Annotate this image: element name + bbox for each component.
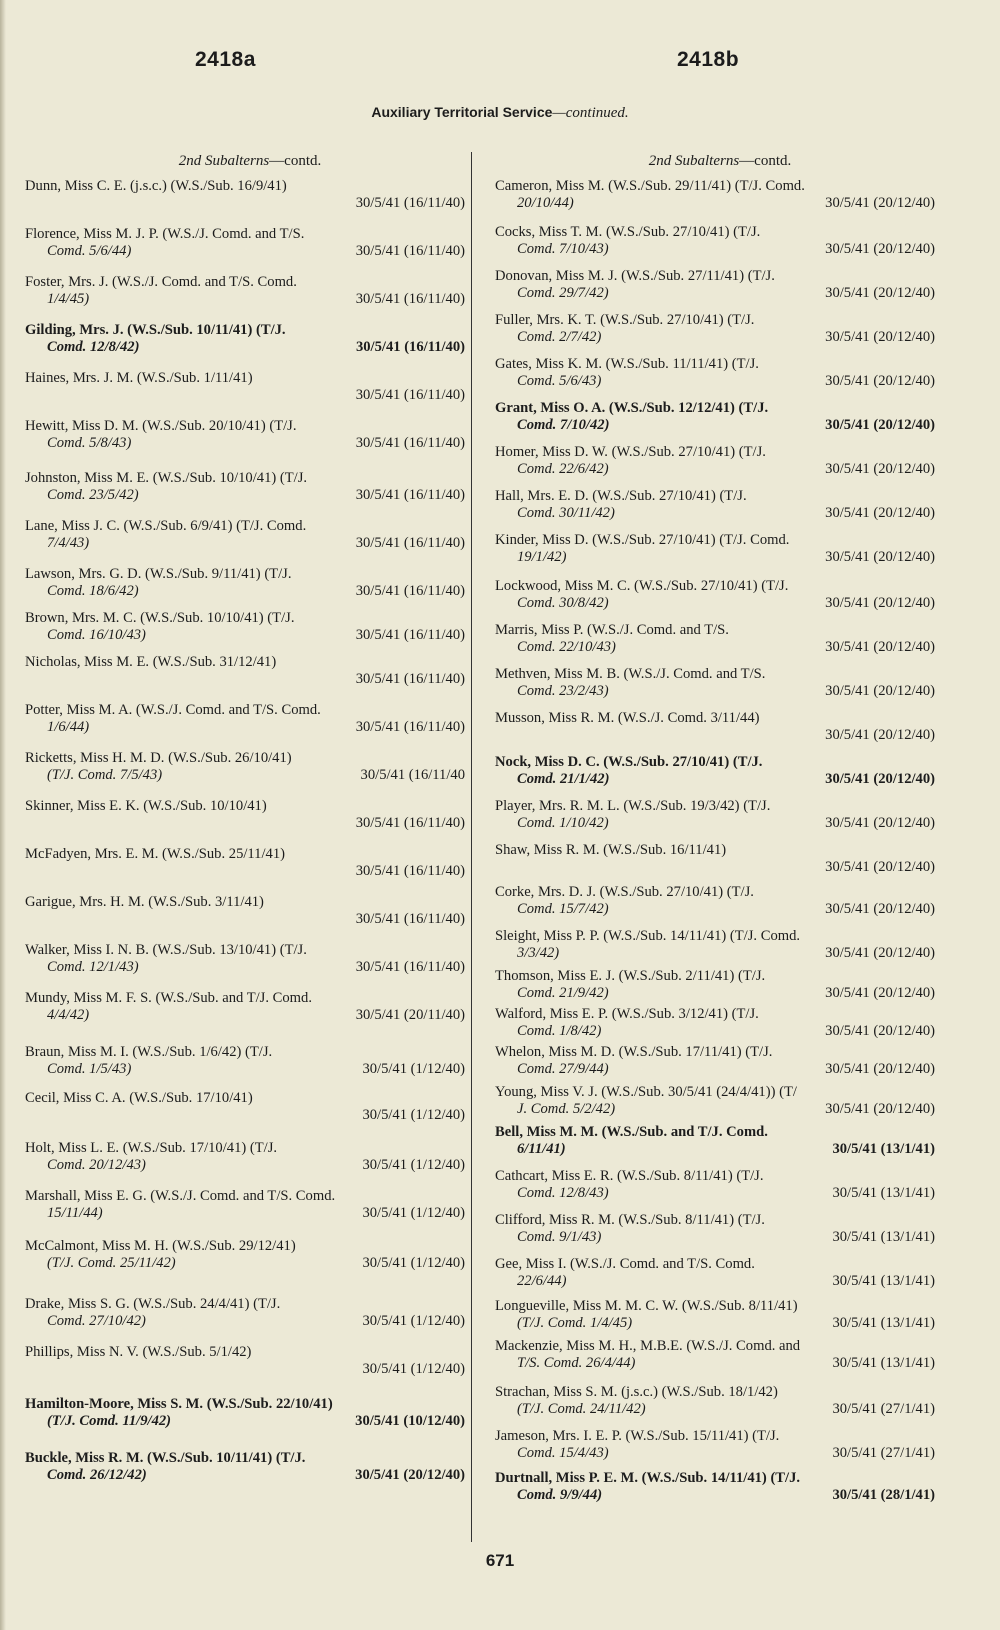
right-entry bbox=[495, 1384, 935, 1417]
entry-name-line: Donovan, Miss M. J. (W.S./Sub. 27/11/41) (T/J. bbox=[495, 268, 775, 284]
entry-date-line bbox=[495, 195, 935, 212]
right-entry bbox=[495, 1124, 935, 1157]
entry-appointment-dates: (T/J. Comd. 25/11/42) bbox=[47, 1254, 176, 1271]
entry-name-line: Marris, Miss P. (W.S./J. Comd. and T/S. bbox=[495, 622, 729, 638]
right-entry bbox=[495, 178, 935, 211]
entry-appointment-dates: Comd. 5/8/43) bbox=[47, 434, 132, 451]
entry-seniority-dates: 30/5/41 (20/12/40) bbox=[825, 460, 935, 477]
entry-date-line bbox=[495, 285, 935, 302]
entry-appointment-dates: Comd. 30/11/42) bbox=[517, 504, 615, 521]
entry-date-line bbox=[495, 985, 935, 1002]
right-entry bbox=[495, 622, 935, 655]
entry-seniority-dates: 30/5/41 (20/12/40) bbox=[825, 548, 935, 565]
left-entry bbox=[25, 1044, 465, 1077]
entry-name-line: Grant, Miss O. A. (W.S./Sub. 12/12/41) (T/J. bbox=[495, 400, 769, 416]
left-column-heading bbox=[25, 148, 475, 174]
entry-appointment-dates: T/S. Comd. 26/4/44) bbox=[517, 1354, 636, 1371]
entry-name-line: Potter, Miss M. A. (W.S./J. Comd. and T/S. Comd. bbox=[25, 702, 321, 718]
entry-name-line: Marshall, Miss E. G. (W.S./J. Comd. and T/S. Comd. bbox=[25, 1188, 336, 1204]
entry-appointment-dates: Comd. 23/2/43) bbox=[517, 682, 609, 699]
right-entry bbox=[495, 1256, 935, 1289]
left-entry bbox=[25, 274, 465, 307]
left-entry bbox=[25, 518, 465, 551]
right-entry bbox=[495, 1212, 935, 1245]
entry-seniority-dates: 30/5/41 (20/12/40) bbox=[825, 726, 935, 743]
entry-seniority-dates: 30/5/41 (20/12/40) bbox=[825, 858, 935, 875]
entry-appointment-dates: 1/4/45) bbox=[47, 290, 90, 307]
entry-name-line: Kinder, Miss D. (W.S./Sub. 27/10/41) (T/J. Comd. bbox=[495, 532, 790, 548]
entry-name-line: Sleight, Miss P. P. (W.S./Sub. 14/11/41) (T/J. Comd. bbox=[495, 928, 801, 944]
entry-seniority-dates: 30/5/41 (20/12/40) bbox=[825, 504, 935, 521]
entry-name-line: McFadyen, Mrs. E. M. (W.S./Sub. 25/11/41) bbox=[25, 846, 285, 862]
right-entry bbox=[495, 710, 935, 743]
left-entry bbox=[25, 1396, 465, 1429]
right-entry bbox=[495, 578, 935, 611]
left-entry bbox=[25, 370, 465, 403]
entry-seniority-dates: 30/5/41 (1/12/40) bbox=[362, 1156, 465, 1173]
entry-date-line bbox=[25, 535, 465, 552]
right-entry bbox=[495, 268, 935, 301]
page-binding-edge bbox=[0, 0, 6, 1630]
entry-appointment-dates: Comd. 5/6/43) bbox=[517, 372, 602, 389]
entry-date-line bbox=[25, 435, 465, 452]
entry-name-line: Shaw, Miss R. M. (W.S./Sub. 16/11/41) bbox=[495, 842, 727, 858]
entry-appointment-dates: 7/4/43) bbox=[47, 534, 90, 551]
entry-date-line bbox=[25, 959, 465, 976]
entry-date-line bbox=[495, 1355, 935, 1372]
left-entry bbox=[25, 470, 465, 503]
entry-seniority-dates: 30/5/41 (20/12/40) bbox=[825, 638, 935, 655]
entry-date-line bbox=[25, 1107, 465, 1124]
entry-seniority-dates: 30/5/41 (20/12/40) bbox=[825, 240, 935, 257]
page-number-left: 2418a bbox=[195, 48, 256, 71]
entry-name-line: Drake, Miss S. G. (W.S./Sub. 24/4/41) (T/J. bbox=[25, 1296, 281, 1312]
right-entry bbox=[495, 532, 935, 565]
right-entry bbox=[495, 400, 935, 433]
entry-name-line: Mackenzie, Miss M. H., M.B.E. (W.S./J. Comd. and bbox=[495, 1338, 801, 1354]
left-entry bbox=[25, 566, 465, 599]
entry-seniority-dates: 30/5/41 (1/12/40) bbox=[362, 1254, 465, 1271]
entry-date-line bbox=[495, 595, 935, 612]
entry-name-line: Skinner, Miss E. K. (W.S./Sub. 10/10/41) bbox=[25, 798, 267, 814]
entry-date-line bbox=[495, 683, 935, 700]
left-heading-rank: 2nd Subalterns bbox=[178, 153, 270, 169]
right-column bbox=[495, 148, 945, 1503]
folio-number: 671 bbox=[485, 1551, 515, 1570]
entry-date-line bbox=[495, 549, 935, 566]
right-entry bbox=[495, 224, 935, 257]
entry-seniority-dates: 30/5/41 (13/1/41) bbox=[832, 1314, 935, 1331]
entry-name-line: Longueville, Miss M. M. C. W. (W.S./Sub. 8/11/41) bbox=[495, 1298, 798, 1314]
entry-appointment-dates: Comd. 9/1/43) bbox=[517, 1228, 602, 1245]
entry-name-line: Cathcart, Miss E. R. (W.S./Sub. 8/11/41) (T/J. bbox=[495, 1168, 764, 1184]
entry-appointment-dates: Comd. 26/12/42) bbox=[47, 1466, 147, 1483]
entry-date-line bbox=[495, 1401, 935, 1418]
entry-seniority-dates: 30/5/41 (20/11/40) bbox=[355, 1006, 465, 1023]
entry-name-line: Hewitt, Miss D. M. (W.S./Sub. 20/10/41) (T/J. bbox=[25, 418, 297, 434]
entry-appointment-dates: (T/J. Comd. 24/11/42) bbox=[517, 1400, 646, 1417]
entry-name-line: Gee, Miss I. (W.S./J. Comd. and T/S. Comd. bbox=[495, 1256, 755, 1272]
entry-date-line bbox=[25, 627, 465, 644]
entry-seniority-dates: 30/5/41 (27/1/41) bbox=[832, 1400, 935, 1417]
left-entry bbox=[25, 418, 465, 451]
left-entry bbox=[25, 178, 465, 211]
entry-name-line: Methven, Miss M. B. (W.S./J. Comd. and T/S. bbox=[495, 666, 766, 682]
right-entry bbox=[495, 842, 935, 875]
left-entry bbox=[25, 1296, 465, 1329]
entry-date-line bbox=[25, 1007, 465, 1024]
entry-name-line: Ricketts, Miss H. M. D. (W.S./Sub. 26/10/41) bbox=[25, 750, 292, 766]
entry-appointment-dates: Comd. 30/8/42) bbox=[517, 594, 609, 611]
entry-date-line bbox=[495, 639, 935, 656]
entry-seniority-dates: 30/5/41 (13/1/41) bbox=[832, 1354, 935, 1371]
entry-appointment-dates: Comd. 1/10/42) bbox=[517, 814, 609, 831]
entry-name-line: Cameron, Miss M. (W.S./Sub. 29/11/41) (T/J. Comd. bbox=[495, 178, 805, 194]
left-entry bbox=[25, 1238, 465, 1271]
left-entry bbox=[25, 750, 465, 783]
entry-name-line: Walford, Miss E. P. (W.S./Sub. 3/12/41) (T/J. bbox=[495, 1006, 759, 1022]
entry-date-line bbox=[25, 339, 465, 356]
left-entry bbox=[25, 1090, 465, 1123]
entry-date-line bbox=[495, 1023, 935, 1040]
entry-seniority-dates: 30/5/41 (16/11/40) bbox=[355, 386, 465, 403]
entry-name-line: Strachan, Miss S. M. (j.s.c.) (W.S./Sub. 18/1/42) bbox=[495, 1384, 778, 1400]
left-entry bbox=[25, 322, 465, 355]
column-divider bbox=[471, 152, 472, 1542]
entry-seniority-dates: 30/5/41 (20/12/40) bbox=[825, 1100, 935, 1117]
entry-appointment-dates: Comd. 7/10/43) bbox=[517, 240, 609, 257]
entry-name-line: Dunn, Miss C. E. (j.s.c.) (W.S./Sub. 16/9/41) bbox=[25, 178, 287, 194]
left-entry bbox=[25, 894, 465, 927]
entry-appointment-dates: 22/6/44) bbox=[517, 1272, 567, 1289]
entry-appointment-dates: 4/4/42) bbox=[47, 1006, 90, 1023]
entry-seniority-dates: 30/5/41 (20/12/40) bbox=[825, 372, 935, 389]
entry-name-line: Braun, Miss M. I. (W.S./Sub. 1/6/42) (T/J. bbox=[25, 1044, 273, 1060]
section-title bbox=[0, 104, 1000, 122]
left-entry bbox=[25, 798, 465, 831]
left-entry bbox=[25, 702, 465, 735]
left-column bbox=[25, 148, 475, 1483]
entry-date-line bbox=[495, 859, 935, 876]
entry-date-line bbox=[495, 727, 935, 744]
entry-date-line bbox=[495, 505, 935, 522]
left-heading-contd: —contd. bbox=[269, 153, 322, 169]
entry-appointment-dates: Comd. 23/5/42) bbox=[47, 486, 139, 503]
entry-seniority-dates: 30/5/41 (20/12/40) bbox=[825, 814, 935, 831]
right-heading-contd: —contd. bbox=[739, 153, 792, 169]
right-entry bbox=[495, 488, 935, 521]
entry-date-line bbox=[495, 1229, 935, 1246]
left-entry bbox=[25, 1450, 465, 1483]
right-entry bbox=[495, 754, 935, 787]
entry-seniority-dates: 30/5/41 (13/1/41) bbox=[832, 1184, 935, 1201]
right-entry bbox=[495, 1428, 935, 1461]
entry-date-line bbox=[495, 329, 935, 346]
entry-seniority-dates: 30/5/41 (16/11/40) bbox=[355, 486, 465, 503]
entry-seniority-dates: 30/5/41 (16/11/40) bbox=[355, 582, 465, 599]
entry-appointment-dates: Comd. 22/6/42) bbox=[517, 460, 609, 477]
entry-date-line bbox=[495, 373, 935, 390]
entry-seniority-dates: 30/5/41 (10/12/40) bbox=[355, 1412, 465, 1429]
entry-appointment-dates: Comd. 27/9/44) bbox=[517, 1060, 609, 1077]
entry-appointment-dates: 1/6/44) bbox=[47, 718, 90, 735]
entry-date-line bbox=[25, 1157, 465, 1174]
entry-appointment-dates: (T/J. Comd. 7/5/43) bbox=[47, 766, 163, 783]
entry-appointment-dates: 6/11/41) bbox=[517, 1140, 566, 1157]
entry-seniority-dates: 30/5/41 (27/1/41) bbox=[832, 1444, 935, 1461]
entry-name-line: Lawson, Mrs. G. D. (W.S./Sub. 9/11/41) (T/J. bbox=[25, 566, 292, 582]
entry-date-line bbox=[25, 243, 465, 260]
entry-name-line: Durtnall, Miss P. E. M. (W.S./Sub. 14/11/41) (T/J. bbox=[495, 1470, 801, 1486]
entry-seniority-dates: 30/5/41 (20/12/40) bbox=[355, 1466, 465, 1483]
right-entry bbox=[495, 928, 935, 961]
entry-name-line: Nicholas, Miss M. E. (W.S./Sub. 31/12/41) bbox=[25, 654, 277, 670]
entry-seniority-dates: 30/5/41 (16/11/40) bbox=[355, 626, 465, 643]
left-entry bbox=[25, 990, 465, 1023]
right-column-heading bbox=[495, 148, 945, 174]
entry-date-line bbox=[495, 1185, 935, 1202]
entry-name-line: Nock, Miss D. C. (W.S./Sub. 27/10/41) (T/J. bbox=[495, 754, 763, 770]
right-entry bbox=[495, 444, 935, 477]
entry-name-line: Homer, Miss D. W. (W.S./Sub. 27/10/41) (T/J. bbox=[495, 444, 766, 460]
entry-seniority-dates: 30/5/41 (13/1/41) bbox=[832, 1272, 935, 1289]
entry-name-line: Florence, Miss M. J. P. (W.S./J. Comd. and T/S. bbox=[25, 226, 305, 242]
entry-appointment-dates: Comd. 12/8/42) bbox=[47, 338, 140, 355]
entry-name-line: Mundy, Miss M. F. S. (W.S./Sub. and T/J. Comd. bbox=[25, 990, 312, 1006]
entry-name-line: Hamilton-Moore, Miss S. M. (W.S./Sub. 22/10/41) bbox=[25, 1396, 333, 1412]
entry-date-line bbox=[25, 1205, 465, 1222]
entry-date-line bbox=[495, 1101, 935, 1118]
entry-seniority-dates: 30/5/41 (16/11/40) bbox=[355, 242, 465, 259]
entry-seniority-dates: 30/5/41 (1/12/40) bbox=[362, 1204, 465, 1221]
left-entry bbox=[25, 1140, 465, 1173]
section-title-continued: —continued. bbox=[552, 105, 629, 121]
entry-seniority-dates: 30/5/41 (20/12/40) bbox=[825, 284, 935, 301]
entry-name-line: Cecil, Miss C. A. (W.S./Sub. 17/10/41) bbox=[25, 1090, 253, 1106]
entry-appointment-dates: Comd. 22/10/43) bbox=[517, 638, 616, 655]
entry-name-line: Garigue, Mrs. H. M. (W.S./Sub. 3/11/41) bbox=[25, 894, 264, 910]
right-entry bbox=[495, 1006, 935, 1039]
entry-appointment-dates: 15/11/44) bbox=[47, 1204, 103, 1221]
entry-seniority-dates: 30/5/41 (16/11/40) bbox=[355, 814, 465, 831]
entry-appointment-dates: Comd. 20/12/43) bbox=[47, 1156, 146, 1173]
entry-seniority-dates: 30/5/41 (16/11/40) bbox=[355, 434, 465, 451]
entry-appointment-dates: Comd. 2/7/42) bbox=[517, 328, 602, 345]
entry-appointment-dates: 20/10/44) bbox=[517, 194, 574, 211]
entry-seniority-dates: 30/5/41 (20/12/40) bbox=[825, 682, 935, 699]
entry-date-line bbox=[25, 767, 465, 784]
left-entry bbox=[25, 846, 465, 879]
entry-date-line bbox=[25, 195, 465, 212]
entry-date-line bbox=[25, 1313, 465, 1330]
entry-appointment-dates: Comd. 7/10/42) bbox=[517, 416, 610, 433]
entry-name-line: Whelon, Miss M. D. (W.S./Sub. 17/11/41) (T/J. bbox=[495, 1044, 773, 1060]
entry-appointment-dates: J. Comd. 5/2/42) bbox=[517, 1100, 616, 1117]
entry-name-line: Buckle, Miss R. M. (W.S./Sub. 10/11/41) (T/J. bbox=[25, 1450, 306, 1466]
entry-name-line: Hall, Mrs. E. D. (W.S./Sub. 27/10/41) (T/J. bbox=[495, 488, 747, 504]
right-heading-rank: 2nd Subalterns bbox=[648, 153, 740, 169]
entry-date-line bbox=[495, 815, 935, 832]
entry-seniority-dates: 30/5/41 (16/11/40) bbox=[355, 670, 465, 687]
entry-date-line bbox=[495, 1141, 935, 1158]
entry-appointment-dates: Comd. 27/10/42) bbox=[47, 1312, 146, 1329]
right-entry bbox=[495, 1338, 935, 1371]
left-entry bbox=[25, 942, 465, 975]
entry-date-line bbox=[495, 771, 935, 788]
entry-name-line: Fuller, Mrs. K. T. (W.S./Sub. 27/10/41) (T/J. bbox=[495, 312, 755, 328]
entry-date-line bbox=[25, 387, 465, 404]
left-entry bbox=[25, 610, 465, 643]
right-entry bbox=[495, 312, 935, 345]
right-entry bbox=[495, 1298, 935, 1331]
entry-name-line: Clifford, Miss R. M. (W.S./Sub. 8/11/41) (T/J. bbox=[495, 1212, 765, 1228]
entry-seniority-dates: 30/5/41 (1/12/40) bbox=[362, 1060, 465, 1077]
entry-seniority-dates: 30/5/41 (16/11/40) bbox=[355, 338, 465, 355]
entry-date-line bbox=[25, 1361, 465, 1378]
entry-name-line: Cocks, Miss T. M. (W.S./Sub. 27/10/41) (T/J. bbox=[495, 224, 761, 240]
entry-seniority-dates: 30/5/41 (1/12/40) bbox=[362, 1106, 465, 1123]
entry-name-line: Brown, Mrs. M. C. (W.S./Sub. 10/10/41) (T/J. bbox=[25, 610, 295, 626]
entry-appointment-dates: Comd. 9/9/44) bbox=[517, 1486, 603, 1503]
entry-seniority-dates: 30/5/41 (20/12/40) bbox=[825, 984, 935, 1001]
entry-name-line: Player, Mrs. R. M. L. (W.S./Sub. 19/3/42) (T/J. bbox=[495, 798, 771, 814]
entry-seniority-dates: 30/5/41 (13/1/41) bbox=[832, 1140, 935, 1157]
entry-name-line: Haines, Mrs. J. M. (W.S./Sub. 1/11/41) bbox=[25, 370, 253, 386]
entry-name-line: Lockwood, Miss M. C. (W.S./Sub. 27/10/41) (T/J. bbox=[495, 578, 789, 594]
right-entry bbox=[495, 1084, 935, 1117]
entry-date-line bbox=[25, 487, 465, 504]
left-entry bbox=[25, 654, 465, 687]
entry-date-line bbox=[495, 901, 935, 918]
right-entry bbox=[495, 884, 935, 917]
entry-date-line bbox=[495, 945, 935, 962]
entry-appointment-dates: Comd. 1/5/43) bbox=[47, 1060, 132, 1077]
section-title-main: Auxiliary Territorial Service bbox=[371, 104, 553, 120]
entry-date-line bbox=[495, 1487, 935, 1504]
entry-date-line bbox=[25, 1413, 465, 1430]
entry-name-line: Foster, Mrs. J. (W.S./J. Comd. and T/S. Comd. bbox=[25, 274, 297, 290]
entry-name-line: Gates, Miss K. M. (W.S./Sub. 11/11/41) (T/J. bbox=[495, 356, 759, 372]
entry-seniority-dates: 30/5/41 (16/11/40) bbox=[355, 194, 465, 211]
entry-name-line: Gilding, Mrs. J. (W.S./Sub. 10/11/41) (T/J. bbox=[25, 322, 286, 338]
entry-seniority-dates: 30/5/41 (28/1/41) bbox=[832, 1486, 935, 1503]
page-number-right: 2418b bbox=[677, 48, 740, 71]
entry-name-line: Lane, Miss J. C. (W.S./Sub. 6/9/41) (T/J. Comd. bbox=[25, 518, 307, 534]
entry-date-line bbox=[25, 671, 465, 688]
entry-name-line: Johnston, Miss M. E. (W.S./Sub. 10/10/41) (T/J. bbox=[25, 470, 308, 486]
entry-appointment-dates: Comd. 21/9/42) bbox=[517, 984, 609, 1001]
entry-seniority-dates: 30/5/41 (16/11/40) bbox=[355, 718, 465, 735]
entry-seniority-dates: 30/5/41 (20/12/40) bbox=[825, 416, 935, 433]
entry-date-line bbox=[495, 241, 935, 258]
entry-date-line bbox=[495, 1445, 935, 1462]
entry-appointment-dates: 3/3/42) bbox=[517, 944, 560, 961]
left-entry bbox=[25, 1188, 465, 1221]
entry-appointment-dates: Comd. 1/8/42) bbox=[517, 1022, 602, 1039]
right-entry bbox=[495, 666, 935, 699]
entry-name-line: Corke, Mrs. D. J. (W.S./Sub. 27/10/41) (T/J. bbox=[495, 884, 754, 900]
entry-appointment-dates: Comd. 12/8/43) bbox=[517, 1184, 609, 1201]
entry-seniority-dates: 30/5/41 (20/12/40) bbox=[825, 1060, 935, 1077]
left-entry bbox=[25, 1344, 465, 1377]
entry-seniority-dates: 30/5/41 (20/12/40) bbox=[825, 1022, 935, 1039]
entry-appointment-dates: Comd. 21/1/42) bbox=[517, 770, 610, 787]
right-entry bbox=[495, 1044, 935, 1077]
entry-name-line: Holt, Miss L. E. (W.S./Sub. 17/10/41) (T/J. bbox=[25, 1140, 278, 1156]
entry-appointment-dates: Comd. 29/7/42) bbox=[517, 284, 609, 301]
entry-appointment-dates: Comd. 5/6/44) bbox=[47, 242, 132, 259]
entry-date-line bbox=[25, 1061, 465, 1078]
entry-seniority-dates: 30/5/41 (20/12/40) bbox=[825, 328, 935, 345]
entry-appointment-dates: Comd. 16/10/43) bbox=[47, 626, 146, 643]
entry-name-line: Young, Miss V. J. (W.S./Sub. 30/5/41 (24/4/41)) (T/ bbox=[495, 1084, 797, 1100]
entry-date-line bbox=[495, 461, 935, 478]
entry-date-line bbox=[25, 1255, 465, 1272]
entry-appointment-dates: 19/1/42) bbox=[517, 548, 567, 565]
entry-seniority-dates: 30/5/41 (20/12/40) bbox=[825, 194, 935, 211]
entry-date-line bbox=[495, 1061, 935, 1078]
entry-appointment-dates: Comd. 15/4/43) bbox=[517, 1444, 609, 1461]
entry-date-line bbox=[25, 863, 465, 880]
entry-appointment-dates: Comd. 15/7/42) bbox=[517, 900, 609, 917]
entry-appointment-dates: Comd. 18/6/42) bbox=[47, 582, 139, 599]
entry-seniority-dates: 30/5/41 (20/12/40) bbox=[825, 900, 935, 917]
right-entry bbox=[495, 1168, 935, 1201]
entry-seniority-dates: 30/5/41 (16/11/40) bbox=[355, 910, 465, 927]
right-entry bbox=[495, 798, 935, 831]
entry-date-line bbox=[25, 911, 465, 928]
entry-date-line bbox=[25, 815, 465, 832]
entry-seniority-dates: 30/5/41 (20/12/40) bbox=[825, 770, 935, 787]
entry-date-line bbox=[25, 719, 465, 736]
entry-seniority-dates: 30/5/41 (1/12/40) bbox=[362, 1312, 465, 1329]
entry-date-line bbox=[25, 583, 465, 600]
entry-date-line bbox=[495, 417, 935, 434]
entry-name-line: Walker, Miss I. N. B. (W.S./Sub. 13/10/41) (T/J. bbox=[25, 942, 307, 958]
entry-appointment-dates: (T/J. Comd. 1/4/45) bbox=[517, 1314, 633, 1331]
entry-seniority-dates: 30/5/41 (16/11/40) bbox=[355, 862, 465, 879]
entry-name-line: Bell, Miss M. M. (W.S./Sub. and T/J. Comd. bbox=[495, 1124, 768, 1140]
entry-name-line: Thomson, Miss E. J. (W.S./Sub. 2/11/41) (T/J. bbox=[495, 968, 766, 984]
right-entry bbox=[495, 968, 935, 1001]
entry-seniority-dates: 30/5/41 (13/1/41) bbox=[832, 1228, 935, 1245]
right-entry bbox=[495, 1470, 935, 1503]
entry-name-line: Musson, Miss R. M. (W.S./J. Comd. 3/11/44) bbox=[495, 710, 760, 726]
entry-name-line: McCalmont, Miss M. H. (W.S./Sub. 29/12/41) bbox=[25, 1238, 296, 1254]
entry-seniority-dates: 30/5/41 (20/12/40) bbox=[825, 944, 935, 961]
entry-date-line bbox=[495, 1273, 935, 1290]
entry-date-line bbox=[25, 291, 465, 308]
entry-seniority-dates: 30/5/41 (16/11/40) bbox=[355, 290, 465, 307]
right-entry bbox=[495, 356, 935, 389]
entry-seniority-dates: 30/5/41 (20/12/40) bbox=[825, 594, 935, 611]
entry-seniority-dates: 30/5/41 (1/12/40) bbox=[362, 1360, 465, 1377]
entry-appointment-dates: Comd. 12/1/43) bbox=[47, 958, 139, 975]
entry-name-line: Jameson, Mrs. I. E. P. (W.S./Sub. 15/11/41) (T/J. bbox=[495, 1428, 780, 1444]
entry-seniority-dates: 30/5/41 (16/11/40 bbox=[360, 766, 465, 783]
entry-date-line bbox=[25, 1467, 465, 1484]
entry-seniority-dates: 30/5/41 (16/11/40) bbox=[355, 958, 465, 975]
entry-date-line bbox=[495, 1315, 935, 1332]
entry-appointment-dates: (T/J. Comd. 11/9/42) bbox=[47, 1412, 172, 1429]
entry-seniority-dates: 30/5/41 (16/11/40) bbox=[355, 534, 465, 551]
entry-name-line: Phillips, Miss N. V. (W.S./Sub. 5/1/42) bbox=[25, 1344, 252, 1360]
left-entry bbox=[25, 226, 465, 259]
